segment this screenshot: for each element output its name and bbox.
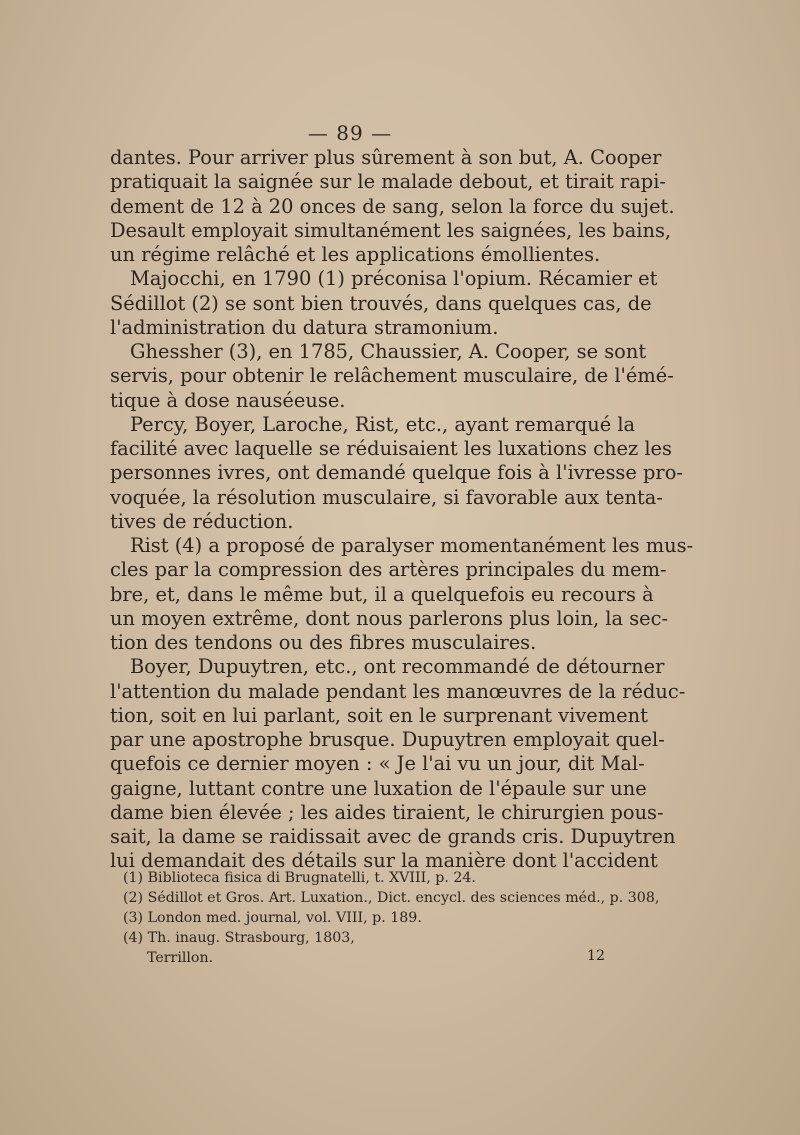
text-line: Majocchi, en 1790 (1) préconisa l'opium. Récamier et: [130, 267, 658, 291]
footnotes: [123, 868, 660, 970]
text-line: Rist (4) a proposé de paralyser momentanément les mus-: [130, 534, 694, 557]
text-line: Boyer, Dupuytren, etc., ont recommandé de détourner: [130, 655, 665, 679]
text-line: dement de 12 à 20 onces de sang, selon la force du sujet.: [110, 194, 675, 218]
text-line: Desault employait simultanément les saignées, les bains,: [110, 218, 672, 242]
text-line: sait, la dame se raidissait avec de grands cris. Dupuytren: [110, 825, 676, 848]
signature-mark: Terrillon.: [147, 950, 214, 966]
footnote: (1) Biblioteca fisica di Brugnatelli, t. XVIII, p. 24.: [123, 870, 476, 886]
text-line: l'administration du datura stramonium.: [110, 315, 499, 339]
page-number: — 89 —: [307, 121, 393, 145]
text-line: personnes ivres, ont demandé quelque fois à l'ivresse pro-: [110, 461, 683, 485]
text-line: dantes. Pour arriver plus sûrement à son but, A. Cooper: [110, 146, 662, 169]
text-line: un moyen extrême, dont nous parlerons plus loin, la sec-: [110, 606, 669, 630]
sheet-number: 12: [587, 948, 606, 964]
text-line: Sédillot (2) se sont bien trouvés, dans quelques cas, de: [110, 291, 652, 315]
text-line: par une apostrophe brusque. Dupuytren employait quel-: [110, 728, 665, 751]
text-line: Percy, Boyer, Laroche, Rist, etc., ayant remarqué la: [130, 412, 636, 436]
text-line: servis, pour obtenir le relâchement musculaire, de l'émé-: [110, 364, 674, 388]
page-footer: [123, 948, 623, 970]
text-line: tives de réduction.: [110, 509, 294, 533]
text-line: pratiquait la saignée sur le malade debout, et tirait rapi-: [110, 170, 666, 194]
text-line: un régime relâché et les applications émollientes.: [110, 243, 601, 266]
text-line: tique à dose nauséeuse.: [110, 388, 346, 412]
text-line: gaigne, luttant contre une luxation de l'épaule sur une: [110, 776, 647, 800]
text-line: Ghessher (3), en 1785, Chaussier, A. Cooper, se sont: [130, 340, 647, 363]
text-line: tion, soit en lui parlant, soit en le surprenant vivement: [110, 703, 648, 727]
footnote: (3) London med. journal, vol. VIII, p. 189.: [123, 910, 422, 926]
text-line: quefois ce dernier moyen : « Je l'ai vu un jour, dit Mal-: [110, 752, 645, 776]
text-line: tion des tendons ou des fibres musculaires.: [110, 631, 537, 654]
text-line: lui demandait des détails sur la manière dont l'accident: [110, 849, 658, 873]
text-line: cles par la compression des artères principales du mem-: [110, 558, 667, 582]
footnote: (4) Th. inaug. Strasbourg, 1803,: [123, 930, 355, 946]
text-line: l'attention du malade pendant les manœuvres de la réduc-: [110, 679, 686, 703]
footnote: (2) Sédillot et Gros. Art. Luxation., Dict. encycl. des sciences méd., p. 308,: [123, 890, 660, 906]
footnote-list: [123, 868, 660, 948]
text-line: facilité avec laquelle se réduisaient les luxations chez les: [110, 437, 672, 460]
text-line: dame bien élevée ; les aides tiraient, le chirurgien pous-: [110, 800, 664, 824]
text-line: bre, et, dans le même but, il a quelquefois eu recours à: [110, 582, 654, 606]
body-text: [110, 146, 694, 874]
text-line: voquée, la résolution musculaire, si favorable aux tenta-: [110, 485, 663, 509]
